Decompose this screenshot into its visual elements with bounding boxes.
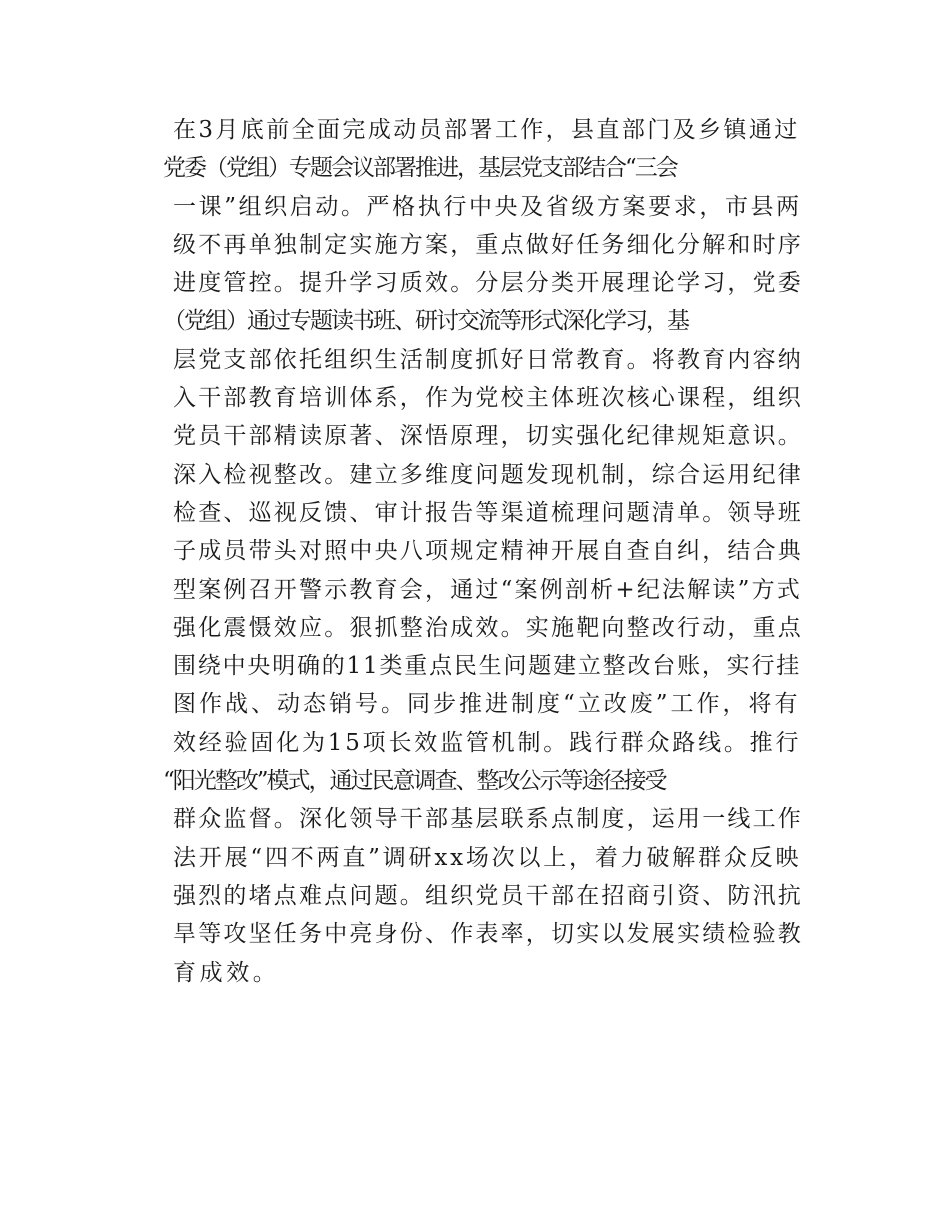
text-line: “阳光整改”模式，通过民意调查、整改公示等途径接受: [163, 768, 666, 795]
text-line: 入干部教育培训体系，作为党校主体班次核心课程，组织: [173, 385, 803, 412]
text-line: 党委（党组）专题会议部署推进，基层党支部结合“三会: [163, 155, 677, 182]
text-line: 旱等攻坚任务中亮身份、作表率，切实以发展实绩检验教: [173, 921, 803, 948]
text-line: 群众监督。深化领导干部基层联系点制度，运用一线工作: [173, 806, 803, 833]
text-line: 型案例召开警示教育会，通过“案例剖析+纪法解读”方式: [173, 576, 802, 603]
text-line: 检查、巡视反馈、审计报告等渠道梳理问题清单。领导班: [173, 499, 803, 526]
text-line: 强化震慑效应。狠抓整治成效。实施靶向整改行动，重点: [173, 614, 803, 641]
text-line: 效经验固化为15项长效监管机制。践行群众路线。推行: [173, 729, 802, 756]
text-line: 党员干部精读原著、深悟原理，切实强化纪律规矩意识。: [173, 423, 803, 450]
text-line: 在3月底前全面完成动员部署工作，县直部门及乡镇通过: [173, 117, 800, 143]
text-line: 子成员带头对照中央八项规定精神开展自查自纠，结合典: [173, 538, 803, 565]
text-line: 进度管控。提升学习质效。分层分类开展理论学习，党委: [173, 270, 803, 297]
text-line: 强烈的堵点难点问题。组织党员干部在招商引资、防汛抗: [173, 882, 803, 909]
text-line: 级不再单独制定实施方案，重点做好任务细化分解和时序: [173, 231, 803, 258]
text-line: 图作战、动态销号。同步推进制度“立改废”工作，将有: [173, 691, 801, 718]
text-line: 法开展“四不两直”调研xx场次以上，着力破解群众反映: [173, 844, 802, 871]
text-line: 育成效。: [173, 959, 280, 986]
text-line: 围绕中央明确的11类重点民生问题建立整改台账，实行挂: [173, 653, 802, 680]
body-paragraph: [163, 111, 803, 992]
text-line: 深入检视整改。建立多维度问题发现机制，综合运用纪律: [173, 461, 803, 488]
text-line: 层党支部依托组织生活制度抓好日常教育。将教育内容纳: [173, 346, 803, 373]
text-line: （党组）通过专题读书班、研讨交流等形式深化学习，基: [163, 308, 688, 335]
text-line: 一课”组织启动。严格执行中央及省级方案要求，市县两: [173, 193, 802, 220]
